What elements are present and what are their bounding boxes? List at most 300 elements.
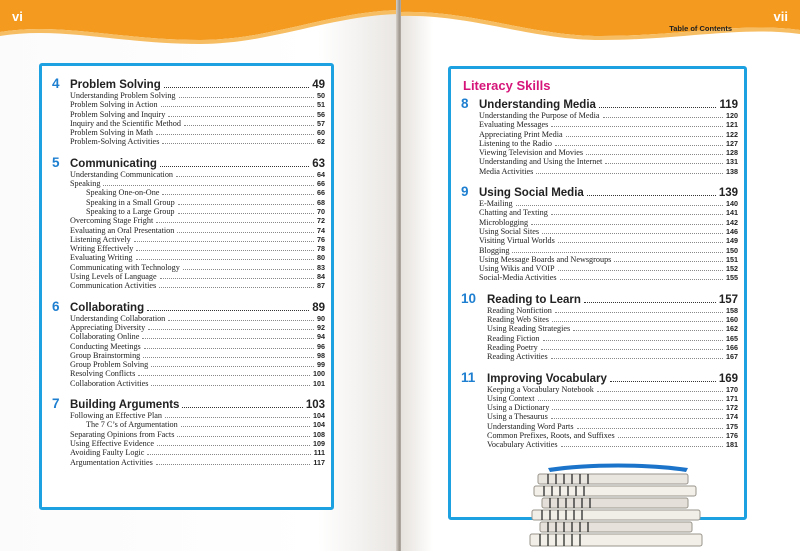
entry-page-number: 167 (726, 352, 738, 362)
toc-section (52, 76, 325, 147)
toc-entry[interactable] (70, 91, 325, 100)
toc-entry[interactable] (487, 306, 738, 315)
toc-entry[interactable] (70, 420, 325, 429)
section-title: Communicating (70, 157, 157, 170)
section-title: Reading to Learn (487, 293, 581, 306)
toc-section (52, 155, 325, 291)
toc-entry[interactable] (70, 351, 325, 360)
toc-entry[interactable] (70, 170, 325, 179)
leader-dots (164, 87, 309, 88)
entry-page-number: 140 (726, 199, 738, 209)
entry-title: Understanding Word Parts (487, 421, 574, 431)
section-page-number: 49 (312, 79, 325, 91)
toc-entry[interactable] (70, 314, 325, 323)
section-title: Collaborating (70, 301, 145, 314)
section-number: 9 (461, 184, 469, 200)
toc-section (461, 370, 738, 450)
right-page (401, 0, 800, 551)
leader-dots (177, 232, 314, 233)
toc-entry[interactable] (479, 227, 738, 236)
toc-entry[interactable] (70, 323, 325, 332)
entry-page-number: 66 (317, 179, 325, 189)
leader-dots (177, 436, 310, 437)
leader-dots (147, 454, 310, 455)
entry-page-number: 160 (726, 315, 738, 325)
toc-entry[interactable] (70, 272, 325, 281)
page-number: vii (773, 9, 788, 24)
section-heading[interactable] (52, 155, 325, 170)
entry-title: Using Wikis and VOIP (479, 264, 555, 274)
leader-dots (179, 97, 314, 98)
entry-title: Evaluating Writing (70, 253, 133, 263)
entry-title: Blogging (479, 245, 510, 255)
toc-entry[interactable] (479, 264, 738, 273)
leader-dots (165, 417, 310, 418)
entry-page-number: 142 (726, 217, 738, 227)
entry-page-number: 111 (313, 448, 325, 458)
leader-dots (144, 348, 314, 349)
section-number: 5 (52, 154, 60, 170)
entry-page-number: 152 (726, 264, 738, 274)
entry-page-number: 98 (317, 350, 325, 360)
toc-box-left (39, 63, 334, 510)
entry-title: Evaluating Messages (479, 120, 549, 130)
toc-section (461, 184, 738, 283)
entry-page-number: 56 (317, 109, 325, 119)
section-item-list (52, 91, 325, 147)
entry-title: Reading Nonfiction (487, 305, 552, 315)
toc-entry[interactable] (487, 440, 738, 449)
page-number: vi (12, 9, 23, 24)
toc-entry[interactable] (70, 439, 325, 448)
entry-page-number: 100 (313, 369, 325, 379)
entry-title: Appreciating Print Media (479, 129, 563, 139)
section-page-number: 157 (718, 293, 738, 306)
entry-page-number: 166 (726, 342, 738, 352)
entry-page-number: 149 (726, 236, 738, 246)
entry-title: Visiting Virtual Worlds (479, 236, 555, 246)
entry-page-number: 60 (317, 128, 325, 138)
toc-entry[interactable] (487, 403, 738, 412)
entry-title: Viewing Television and Movies (479, 148, 584, 158)
entry-page-number: 162 (726, 324, 738, 334)
entry-page-number: 87 (317, 281, 325, 291)
entry-page-number: 155 (726, 273, 738, 283)
leader-dots (136, 259, 314, 260)
leader-dots (178, 204, 314, 205)
entry-title: Problem-Solving Activities (70, 137, 160, 147)
leader-dots (147, 310, 309, 311)
section-heading[interactable] (52, 396, 325, 411)
leader-dots (560, 279, 723, 280)
entry-title: Appreciating Diversity (70, 322, 146, 332)
section-item-list (52, 314, 325, 388)
toc-entry[interactable] (479, 130, 738, 139)
toc-entry[interactable] (70, 360, 325, 369)
toc-entry[interactable] (479, 199, 738, 208)
leader-dots (577, 428, 723, 429)
entry-title: Resolving Conflicts (70, 369, 136, 379)
entry-page-number: 120 (726, 111, 738, 120)
leader-dots (181, 426, 310, 427)
section-page-number: 63 (312, 157, 325, 170)
entry-page-number: 104 (313, 411, 325, 421)
leader-dots (516, 205, 723, 206)
leader-dots (551, 418, 723, 419)
leader-dots (552, 409, 723, 410)
toc-sections (461, 96, 738, 450)
leader-dots (551, 358, 723, 359)
entry-page-number: 104 (313, 420, 325, 430)
entry-page-number: 70 (317, 206, 325, 216)
section-number: 4 (52, 76, 60, 91)
entry-title: Argumentation Activities (70, 457, 153, 467)
toc-entry[interactable] (70, 198, 325, 207)
entry-page-number: 84 (317, 272, 325, 282)
toc-entry[interactable] (70, 207, 325, 216)
entry-page-number: 94 (317, 332, 325, 342)
entry-title: Understanding Communication (70, 169, 174, 179)
toc-entry[interactable] (487, 352, 738, 361)
section-heading[interactable] (461, 370, 738, 385)
leader-dots (561, 446, 723, 447)
entry-title: Separating Opinions from Facts (70, 429, 175, 439)
leader-dots (558, 242, 723, 243)
entry-page-number: 64 (317, 169, 325, 179)
entry-title: Speaking to a Large Group (86, 206, 175, 216)
entry-page-number: 101 (313, 378, 325, 388)
entry-page-number: 62 (317, 137, 325, 147)
leader-dots (162, 194, 314, 195)
entry-title: Social-Media Activities (479, 273, 557, 283)
section-number: 7 (52, 396, 60, 412)
leader-dots (566, 136, 723, 137)
entry-title: Problem Solving in Math (70, 128, 154, 138)
entry-title: Using Context (487, 393, 535, 403)
section-heading[interactable] (52, 299, 325, 314)
toc-entry[interactable] (487, 431, 738, 440)
section-item-list (461, 306, 738, 362)
leader-dots (551, 214, 723, 215)
entry-title: Problem Solving in Action (70, 100, 158, 110)
leader-dots (157, 445, 310, 446)
section-page-number: 139 (718, 187, 738, 200)
toc-box-right (448, 66, 747, 520)
leader-dots (584, 302, 716, 303)
leader-dots (597, 391, 723, 392)
entry-page-number: 151 (726, 254, 738, 264)
entry-title: Reading Activities (487, 352, 548, 362)
leader-dots (136, 250, 314, 251)
section-item-list (52, 170, 325, 291)
entry-title: Inquiry and the Scientific Method (70, 118, 181, 128)
entry-page-number: 80 (317, 253, 325, 263)
entry-title: Using Message Boards and Newsgroups (479, 254, 612, 264)
entry-title: Conducting Meetings (70, 341, 141, 351)
leader-dots (542, 233, 723, 234)
leader-dots (161, 106, 314, 107)
leader-dots (555, 312, 723, 313)
toc-entry[interactable] (70, 448, 325, 457)
leader-dots (512, 252, 723, 253)
entry-title: Evaluating an Oral Presentation (70, 225, 175, 235)
leader-dots (178, 213, 314, 214)
entry-title: Media Activities (479, 166, 534, 176)
toc-entry[interactable] (487, 324, 738, 333)
entry-title: Reading Poetry (487, 342, 538, 352)
leader-dots (552, 321, 723, 322)
entry-page-number: 158 (726, 305, 738, 315)
section-heading[interactable] (461, 184, 738, 199)
section-title: Understanding Media (479, 99, 596, 111)
entry-title: Reading Fiction (487, 333, 540, 343)
toc-entry[interactable] (479, 255, 738, 264)
entry-title: Listening Actively (70, 234, 131, 244)
leader-dots (558, 270, 723, 271)
section-title: Improving Vocabulary (487, 372, 607, 385)
toc-entry[interactable] (479, 236, 738, 245)
leader-dots (618, 437, 723, 438)
section-item-list (461, 199, 738, 283)
toc-entry[interactable] (70, 332, 325, 341)
toc-entry[interactable] (479, 167, 738, 176)
toc-entry[interactable] (70, 110, 325, 119)
toc-section (461, 96, 738, 176)
leader-dots (605, 163, 723, 164)
toc-entry[interactable] (479, 120, 738, 129)
entry-page-number: 99 (317, 360, 325, 370)
leader-dots (156, 134, 314, 135)
entry-title: Using a Thesaurus (487, 412, 548, 422)
leader-dots (151, 366, 314, 367)
section-title: Using Social Media (479, 187, 584, 200)
entry-title: Writing Effectively (70, 244, 134, 254)
toc-entry[interactable] (479, 139, 738, 148)
leader-dots (587, 195, 716, 196)
entry-title: Speaking One-on-One (86, 188, 160, 198)
entry-title: Problem Solving and Inquiry (70, 109, 166, 119)
entry-title: Reading Web Sites (487, 315, 549, 325)
entry-title: Overcoming Stage Fright (70, 216, 154, 226)
leader-dots (156, 464, 311, 465)
section-heading[interactable] (52, 76, 325, 91)
leader-dots (162, 143, 314, 144)
entry-title: Following an Effective Plan (70, 411, 162, 421)
toc-section (52, 299, 325, 388)
entry-page-number: 146 (726, 226, 738, 236)
entry-page-number: 83 (317, 262, 325, 272)
toc-entry[interactable] (70, 430, 325, 439)
leader-dots (168, 320, 314, 321)
leader-dots (142, 338, 314, 339)
entry-title: E-Mailing (479, 199, 513, 209)
toc-entry[interactable] (70, 253, 325, 262)
leader-dots (182, 407, 302, 408)
entry-page-number: 108 (313, 429, 325, 439)
entry-page-number: 174 (726, 412, 738, 422)
entry-page-number: 117 (313, 457, 325, 467)
toc-sections (42, 66, 331, 467)
toc-entry[interactable] (70, 235, 325, 244)
toc-entry[interactable] (479, 246, 738, 255)
toc-entry[interactable] (479, 208, 738, 217)
section-number: 10 (461, 290, 477, 306)
toc-entry[interactable] (487, 343, 738, 352)
entry-title: Understanding the Purpose of Media (479, 111, 600, 120)
entry-title: Using Levels of Language (70, 272, 157, 282)
toc-entry[interactable] (479, 111, 738, 120)
leader-dots (184, 125, 314, 126)
toc-entry[interactable] (487, 394, 738, 403)
toc-entry[interactable] (70, 226, 325, 235)
running-header: Table of Contents (669, 24, 732, 33)
entry-title: Using Reading Strategies (487, 324, 571, 334)
left-page-banner (0, 0, 398, 60)
entry-title: Understanding Collaboration (70, 313, 166, 323)
toc-entry[interactable] (487, 385, 738, 394)
entry-title: Listening to the Radio (479, 138, 552, 148)
entry-title: Speaking (70, 179, 101, 189)
leader-dots (168, 116, 314, 117)
leader-dots (603, 117, 723, 118)
entry-title: Group Problem Solving (70, 360, 149, 370)
toc-entry[interactable] (70, 379, 325, 388)
entry-page-number: 96 (317, 341, 325, 351)
leader-dots (614, 261, 723, 262)
toc-entry[interactable] (70, 281, 325, 290)
entry-title: Using Social Sites (479, 226, 540, 236)
entry-page-number: 131 (726, 157, 738, 167)
entry-title: Using a Dictionary (487, 403, 550, 413)
leader-dots (156, 222, 314, 223)
toc-section (52, 396, 325, 467)
leader-dots (183, 269, 314, 270)
toc-entry[interactable] (70, 458, 325, 467)
entry-title: Understanding and Using the Internet (479, 157, 603, 167)
section-title: Problem Solving (70, 79, 161, 91)
entry-page-number: 122 (726, 129, 738, 139)
section-heading[interactable] (461, 96, 738, 111)
toc-entry[interactable] (70, 179, 325, 188)
unit-title: Literacy Skills (463, 78, 551, 93)
entry-page-number: 175 (726, 421, 738, 431)
toc-entry[interactable] (487, 334, 738, 343)
leader-dots (599, 107, 717, 108)
entry-page-number: 76 (317, 234, 325, 244)
toc-entry[interactable] (487, 315, 738, 324)
entry-title: The 7 C’s of Argumentation (86, 420, 178, 430)
entry-title: Understanding Problem Solving (70, 91, 176, 100)
section-number: 6 (52, 298, 60, 314)
toc-entry[interactable] (70, 188, 325, 197)
entry-title: Communicating with Technology (70, 262, 180, 272)
entry-page-number: 172 (726, 403, 738, 413)
leader-dots (541, 349, 723, 350)
toc-entry[interactable] (70, 263, 325, 272)
entry-page-number: 121 (726, 120, 738, 130)
entry-page-number: 74 (317, 225, 325, 235)
toc-entry[interactable] (479, 148, 738, 157)
entry-page-number: 57 (317, 118, 325, 128)
leader-dots (551, 126, 723, 127)
toc-entry[interactable] (479, 273, 738, 282)
leader-dots (134, 241, 314, 242)
toc-entry[interactable] (479, 218, 738, 227)
entry-title: Using Effective Evidence (70, 438, 154, 448)
toc-entry[interactable] (70, 100, 325, 109)
toc-entry[interactable] (479, 157, 738, 166)
entry-title: Chatting and Texting (479, 208, 548, 218)
entry-page-number: 51 (317, 100, 325, 110)
entry-page-number: 181 (726, 440, 738, 450)
leader-dots (531, 224, 723, 225)
entry-page-number: 150 (726, 245, 738, 255)
section-page-number: 169 (718, 372, 738, 385)
entry-page-number: 68 (317, 197, 325, 207)
leader-dots (103, 185, 314, 186)
leader-dots (151, 385, 310, 386)
left-page (0, 0, 398, 551)
entry-page-number: 141 (726, 208, 738, 218)
toc-entry[interactable] (70, 216, 325, 225)
section-item-list (461, 385, 738, 450)
leader-dots (148, 329, 314, 330)
entry-page-number: 138 (726, 166, 738, 176)
leader-dots (555, 145, 723, 146)
toc-entry[interactable] (70, 342, 325, 351)
entry-title: Keeping a Vocabulary Notebook (487, 384, 594, 394)
entry-page-number: 127 (726, 138, 738, 148)
entry-page-number: 176 (726, 431, 738, 441)
right-page-banner (401, 0, 800, 60)
entry-page-number: 165 (726, 333, 738, 343)
entry-page-number: 128 (726, 148, 738, 158)
toc-entry[interactable] (70, 244, 325, 253)
entry-page-number: 109 (313, 438, 325, 448)
entry-page-number: 92 (317, 322, 325, 332)
toc-entry[interactable] (487, 412, 738, 421)
toc-entry[interactable] (70, 119, 325, 128)
entry-title: Communication Activities (70, 281, 157, 291)
section-heading[interactable] (461, 291, 738, 306)
section-page-number: 119 (719, 99, 738, 111)
notebook-stack-illustration (528, 462, 708, 551)
entry-page-number: 170 (726, 384, 738, 394)
leader-dots (176, 176, 314, 177)
toc-entry[interactable] (70, 369, 325, 378)
entry-title: Collaborating Online (70, 332, 140, 342)
section-page-number: 103 (305, 399, 325, 412)
entry-page-number: 78 (317, 244, 325, 254)
toc-entry[interactable] (70, 128, 325, 137)
entry-title: Common Prefixes, Roots, and Suffixes (487, 431, 615, 441)
toc-entry[interactable] (70, 411, 325, 420)
leader-dots (586, 154, 723, 155)
section-number: 8 (461, 96, 469, 111)
entry-page-number: 90 (317, 313, 325, 323)
toc-section (461, 291, 738, 362)
toc-entry[interactable] (487, 422, 738, 431)
leader-dots (159, 287, 314, 288)
entry-page-number: 171 (726, 393, 738, 403)
entry-page-number: 72 (317, 216, 325, 226)
entry-title: Speaking in a Small Group (86, 197, 175, 207)
entry-title: Vocabulary Activities (487, 440, 558, 450)
toc-entry[interactable] (70, 137, 325, 146)
leader-dots (160, 278, 314, 279)
entry-title: Microblogging (479, 217, 529, 227)
leader-dots (138, 375, 310, 376)
